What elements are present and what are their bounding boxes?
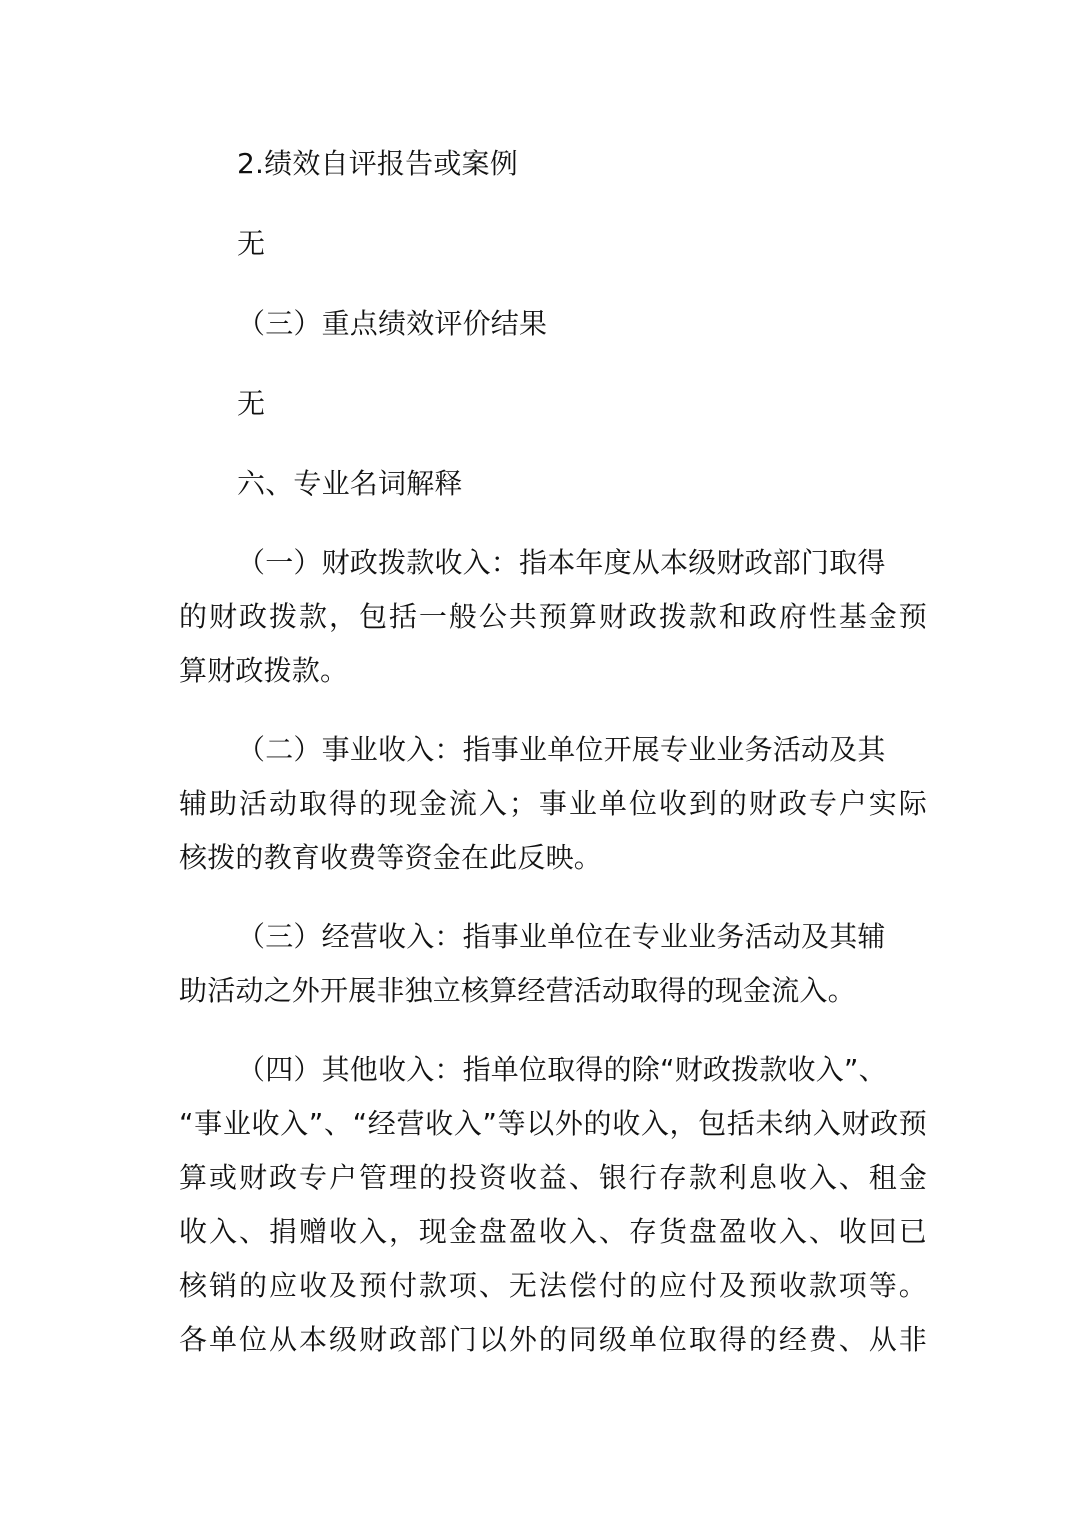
terminology-section-heading: 六、专业名词解释	[237, 467, 463, 500]
definition-line: （四）其他收入：指单位取得的除“财政拨款收入”、	[237, 1053, 887, 1086]
definition-line: 算财政拨款。	[179, 654, 349, 687]
none-text-2: 无	[237, 387, 266, 420]
definition-line: 核拨的教育收费等资金在此反映。	[179, 841, 603, 874]
definition-line: （三）经营收入：指事业单位在专业业务活动及其辅	[237, 920, 886, 953]
definition-line: （二）事业收入：指事业单位开展专业业务活动及其	[237, 733, 886, 766]
definition-line: 算或财政专户管理的投资收益、银行存款利息收入、租金	[179, 1161, 927, 1194]
definition-line: 的财政拨款，包括一般公共预算财政拨款和政府性基金预	[179, 600, 927, 633]
key-performance-result-heading: （三）重点绩效评价结果	[237, 307, 548, 340]
performance-self-evaluation-heading: 2.绩效自评报告或案例	[237, 147, 518, 180]
definition-line: 各单位从本级财政部门以外的同级单位取得的经费、从非	[179, 1323, 927, 1356]
definition-line: 收入、捐赠收入，现金盘盈收入、存货盘盈收入、收回已	[179, 1215, 927, 1248]
definition-line: 辅助活动取得的现金流入；事业单位收到的财政专户实际	[179, 787, 927, 820]
definition-line: 核销的应收及预付款项、无法偿付的应付及预收款项等。	[179, 1269, 927, 1302]
definition-line: 助活动之外开展非独立核算经营活动取得的现金流入。	[179, 974, 856, 1007]
definition-line: （一）财政拨款收入：指本年度从本级财政部门取得	[237, 546, 886, 579]
none-text-1: 无	[237, 227, 266, 260]
definition-line: “事业收入”、“经营收入”等以外的收入，包括未纳入财政预	[179, 1107, 927, 1140]
